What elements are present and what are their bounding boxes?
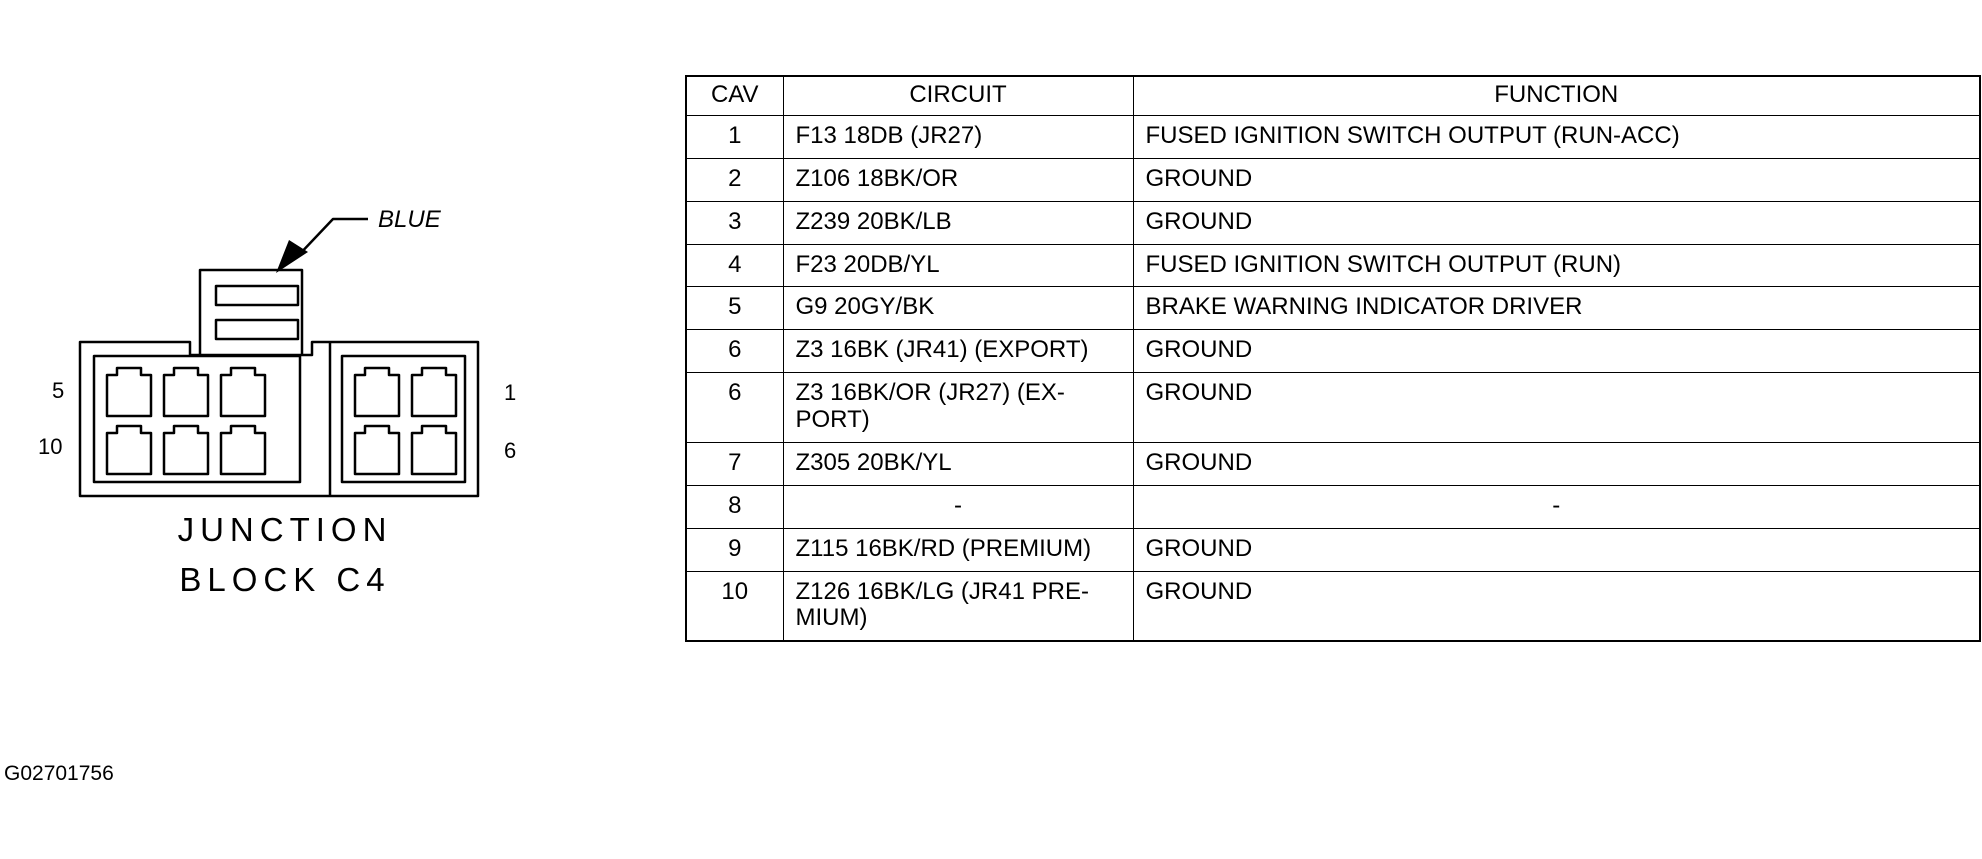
cell-function: GROUND xyxy=(1133,330,1980,373)
cell-function: GROUND xyxy=(1133,442,1980,485)
cavity-8 xyxy=(221,426,265,474)
cell-function: GROUND xyxy=(1133,528,1980,571)
cell-circuit: F13 18DB (JR27) xyxy=(783,115,1133,158)
cell-circuit: Z3 16BK/OR (JR27) (EX-PORT) xyxy=(783,373,1133,443)
connector-name-line1: JUNCTION xyxy=(177,511,393,548)
cavity-4 xyxy=(164,368,208,416)
table-row xyxy=(686,528,1980,571)
cell-circuit: Z305 20BK/YL xyxy=(783,442,1133,485)
cell-function: FUSED IGNITION SWITCH OUTPUT (RUN) xyxy=(1133,244,1980,287)
cell-circuit: Z106 18BK/OR xyxy=(783,158,1133,201)
connector-diagram xyxy=(0,170,520,630)
cell-cav: 6 xyxy=(686,373,783,443)
lock-tab-slot-upper xyxy=(216,286,298,305)
connector-lock-tab xyxy=(200,270,302,355)
cell-circuit: Z126 16BK/LG (JR41 PRE-MIUM) xyxy=(783,571,1133,641)
cell-function: GROUND xyxy=(1133,571,1980,641)
figure-id: G02701756 xyxy=(4,762,114,785)
lock-tab-slot-lower xyxy=(216,320,298,339)
connector-color-label: BLUE xyxy=(378,206,441,233)
table-row xyxy=(686,201,1980,244)
cell-function: FUSED IGNITION SWITCH OUTPUT (RUN-ACC) xyxy=(1133,115,1980,158)
table-row xyxy=(686,287,1980,330)
table-row xyxy=(686,442,1980,485)
cavity-3a xyxy=(221,368,265,416)
cell-circuit: Z239 20BK/LB xyxy=(783,201,1133,244)
table-row xyxy=(686,330,1980,373)
table-row xyxy=(686,373,1980,443)
table-row xyxy=(686,485,1980,528)
color-pointer-arrowhead xyxy=(276,240,308,273)
cell-circuit: G9 20GY/BK xyxy=(783,287,1133,330)
cell-cav: 5 xyxy=(686,287,783,330)
cell-function: GROUND xyxy=(1133,373,1980,443)
cell-cav: 4 xyxy=(686,244,783,287)
cell-circuit: F23 20DB/YL xyxy=(783,244,1133,287)
cell-cav: 8 xyxy=(686,485,783,528)
cell-cav: 9 xyxy=(686,528,783,571)
cavity-2 xyxy=(355,368,399,416)
pin-label-top-right: 1 xyxy=(504,380,517,405)
cell-function: GROUND xyxy=(1133,201,1980,244)
header-cav: CAV xyxy=(686,76,783,115)
cell-function: GROUND xyxy=(1133,158,1980,201)
pinout-table xyxy=(685,75,1981,642)
table-row xyxy=(686,571,1980,641)
cell-circuit: Z3 16BK (JR41) (EXPORT) xyxy=(783,330,1133,373)
cell-cav: 1 xyxy=(686,115,783,158)
table-row xyxy=(686,158,1980,201)
cell-function: BRAKE WARNING INDICATOR DRIVER xyxy=(1133,287,1980,330)
cavity-6 xyxy=(412,426,456,474)
cell-cav: 6 xyxy=(686,330,783,373)
cell-cav: 7 xyxy=(686,442,783,485)
cell-cav: 3 xyxy=(686,201,783,244)
pin-label-bottom-left: 10 xyxy=(38,434,63,459)
cavity-10 xyxy=(107,426,151,474)
header-circuit: CIRCUIT xyxy=(783,76,1133,115)
cavity-9 xyxy=(164,426,208,474)
cavity-7 xyxy=(355,426,399,474)
header-function: FUNCTION xyxy=(1133,76,1980,115)
cell-cav: 10 xyxy=(686,571,783,641)
cell-circuit: - xyxy=(783,485,1133,528)
cell-circuit: Z115 16BK/RD (PREMIUM) xyxy=(783,528,1133,571)
pin-label-bottom-right: 6 xyxy=(504,438,517,463)
cell-cav: 2 xyxy=(686,158,783,201)
cell-function: - xyxy=(1133,485,1980,528)
table-row xyxy=(686,244,1980,287)
cavity-5 xyxy=(107,368,151,416)
connector-name-line2: BLOCK C4 xyxy=(179,561,391,598)
table-row xyxy=(686,115,1980,158)
cavity-1 xyxy=(412,368,456,416)
pin-label-top-left: 5 xyxy=(52,378,65,403)
table-header-row xyxy=(686,76,1980,115)
